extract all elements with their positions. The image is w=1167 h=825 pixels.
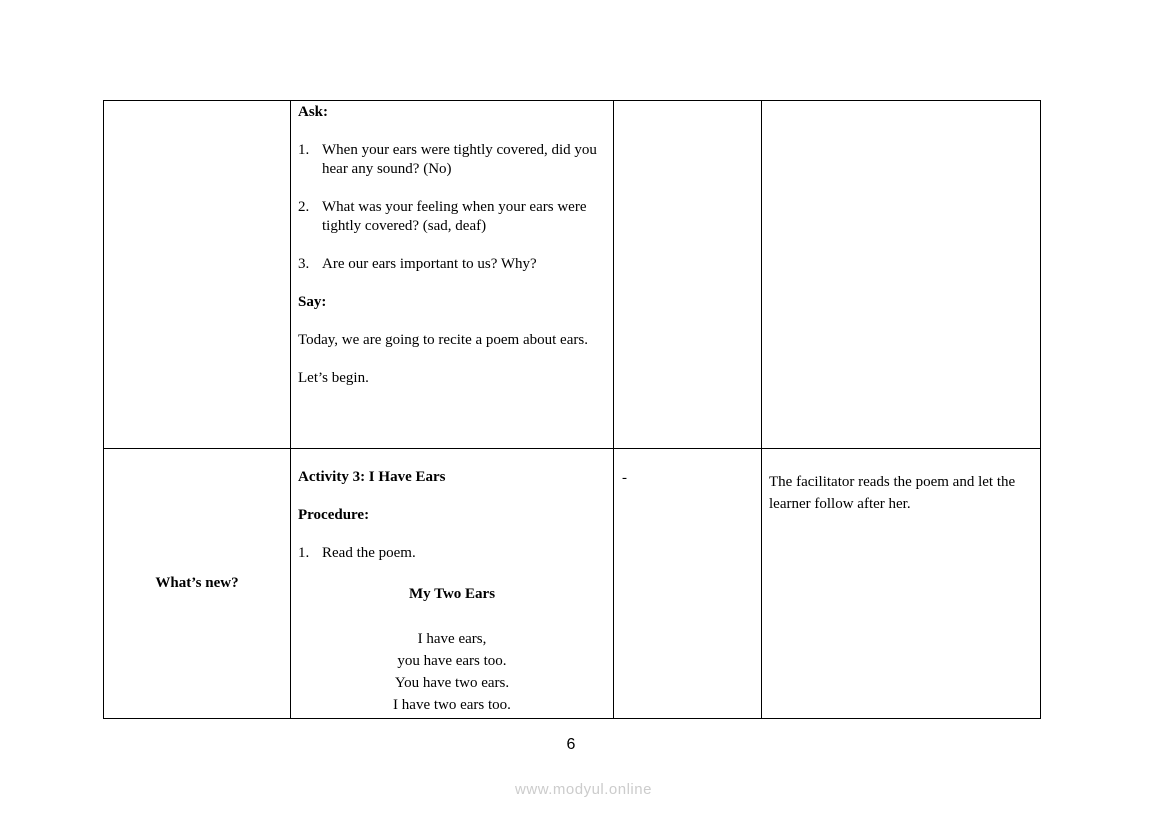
remarks-cell: [762, 101, 1041, 449]
page-number: 6: [566, 736, 576, 753]
remarks-text: The facilitator reads the poem and let the learner follow after her.: [769, 474, 1016, 512]
poem-title: My Two Ears: [408, 586, 496, 602]
section-cell: [104, 449, 291, 719]
section-label: What’s new?: [155, 575, 239, 591]
poem-line: I have two ears too.: [393, 697, 511, 713]
ask-label: Ask:: [298, 104, 329, 120]
table-row: [104, 449, 1041, 719]
say-label: Say:: [298, 294, 327, 310]
question-text: What was your feeling when your ears were tightly covered? (sad, deaf): [322, 199, 587, 234]
question-text: Are our ears important to us? Why?: [322, 256, 537, 272]
table-row: [104, 101, 1041, 449]
list-number: 2.: [298, 199, 310, 215]
list-number: 1.: [298, 545, 310, 561]
poem-line: You have two ears.: [394, 675, 510, 691]
list-number: 3.: [298, 256, 310, 272]
list-item: [298, 544, 606, 563]
section-cell: [104, 101, 291, 449]
procedure-cell: [291, 449, 614, 719]
list-item: [298, 255, 606, 274]
closing-text: Let’s begin.: [298, 370, 369, 386]
step-text: Read the poem.: [322, 545, 416, 561]
watermark: www.modyul.online: [515, 781, 652, 798]
activity-title: Activity 3: I Have Ears: [298, 469, 446, 485]
materials-cell: [614, 101, 762, 449]
say-text: Today, we are going to recite a poem about ears.: [298, 332, 588, 348]
list-item: [298, 141, 606, 179]
procedure-label: Procedure:: [298, 507, 370, 523]
question-text: When your ears were tightly covered, did you hear any sound? (No): [322, 142, 597, 177]
remarks-cell: [762, 449, 1041, 719]
question-list: [298, 141, 606, 274]
lesson-plan-table: [103, 100, 1041, 719]
list-number: 1.: [298, 142, 310, 158]
poem-line: I have ears,: [417, 631, 487, 647]
procedure-cell: [291, 101, 614, 449]
poem-line: you have ears too.: [397, 653, 507, 669]
list-item: [298, 198, 606, 236]
materials-text: -: [622, 470, 627, 486]
materials-cell: [614, 449, 762, 719]
